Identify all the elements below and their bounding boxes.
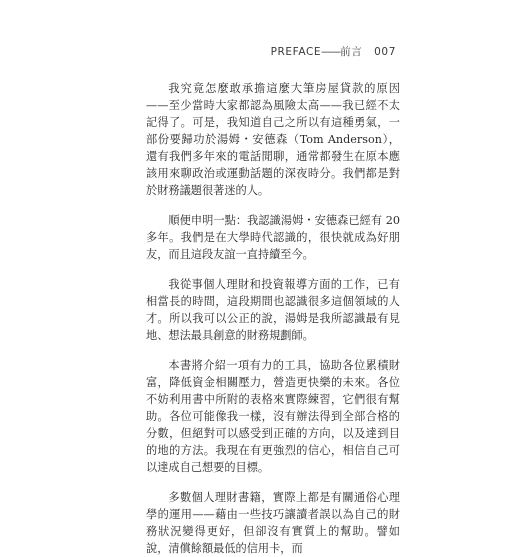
page-number: 007 [374,46,396,58]
header-separator: —— [321,46,341,58]
paragraph-4: 本書將介紹一項有力的工具，協助各位累積財富，降低資金相關壓力，營造更快樂的未來。各位不妨利用書中所附的表格來實際練習，它們很有幫助。各位可能像我一樣，沒有辦法得到全部合格的分數，但絕對可以感受到正確的方向，以及達到目的地的方法。我現在有更強烈的信心，相信自己可以達成自己想要的目標。 [146,359,400,474]
header-label: PREFACE [270,46,322,58]
body-text [146,80,400,557]
running-header [271,44,396,59]
paragraph-1: 我究竟怎麼敢承擔這麼大筆房屋貸款的原因——至少當時大家都認為風險太高——我已經不太記得了。可是，我知道自己之所以有這種勇氣，一部份要歸功於湯姆・安德森（Tom Anderson），還有我們多年來的電話閒聊，通常都發生在原本應該用來聊政治或運動話題的深夜時分。我們都是對於財務議題很著迷的人。 [146,82,400,197]
header-chapter: 前言 [340,46,363,58]
paragraph-2: 順便申明一點：我認識湯姆・安德森已經有 20 多年。我們是在大學時代認識的，很快就成為好朋友，而且這段友誼一直持續至今。 [146,214,400,261]
paragraph-5: 多數個人理財書籍，實際上都是有關通俗心理學的運用——藉由一些技巧讓讀者誤以為自己的財務狀況變得更好，但卻沒有實質上的幫助。譬如說，清償餘額最低的信用卡，而 [146,491,400,555]
paragraph-3: 我從事個人理財和投資報導方面的工作，已有相當長的時間，這段期間也認識很多這個領域的人才。所以我可以公正的說，湯姆是我所認識最有見地、想法最具創意的財務規劃師。 [146,278,400,342]
